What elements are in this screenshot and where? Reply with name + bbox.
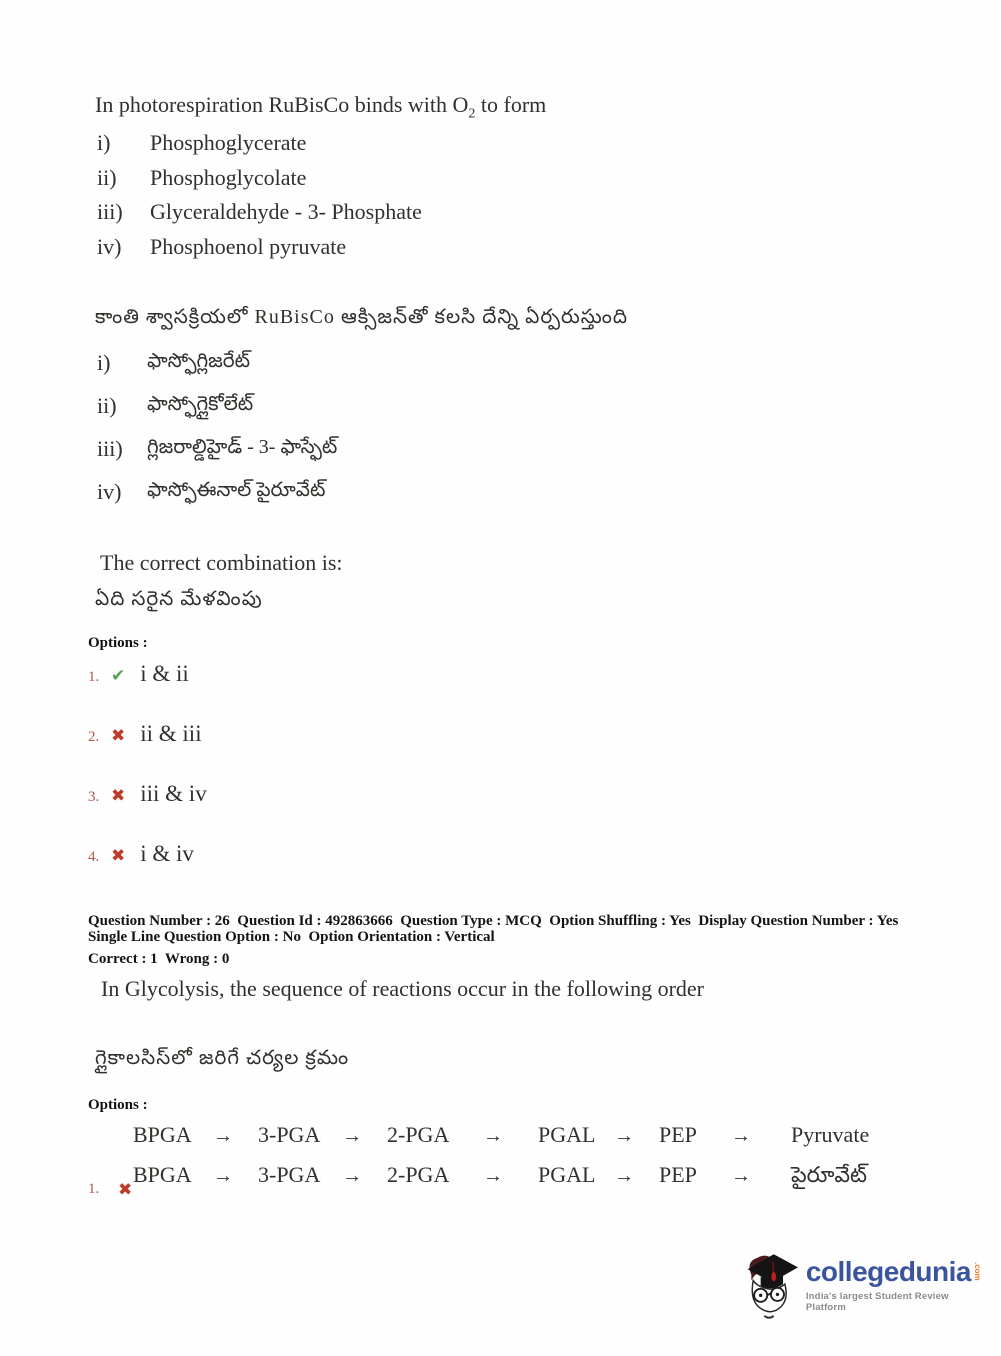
arrow-right-icon: → [483, 1125, 503, 1147]
question2-title-telugu: గ్లైకాలసిస్‌లో జరిగే చర్యల క్రమం [95, 1047, 350, 1069]
statement-text: Phosphoglycerate [150, 130, 307, 155]
arrow-right-icon: → [731, 1125, 751, 1147]
sequence-term: Pyruvate [791, 1122, 870, 1147]
question1-title-subscript: 2 [468, 106, 476, 122]
arrow-right-icon: → [731, 1165, 751, 1187]
statement-text: Glyceraldehyde - 3- Phosphate [150, 199, 422, 224]
options-label: Options : [88, 635, 148, 651]
statement-numeral: i) [97, 130, 111, 155]
question1-title-telugu: కాంతి శ్వాసక్రియలో RuBisCo ఆక్సిజన్‌తో కలసి దేన్ని ఏర్పరుస్తుంది [95, 306, 628, 328]
option-text: i & ii [140, 661, 189, 686]
statement-row [97, 436, 337, 479]
statement-numeral: iv) [97, 233, 122, 259]
wrong-cross-icon: ✖ [111, 786, 126, 805]
wrong-cross-icon: ✖ [111, 846, 126, 865]
logo-text-block [806, 1246, 982, 1326]
arrow-right-icon: → [342, 1125, 362, 1147]
sequence-term: 3-PGA [258, 1122, 321, 1147]
collegedunia-mascot-icon [742, 1246, 800, 1326]
option-text: iii & iv [140, 781, 207, 806]
question1-statements-telugu [97, 350, 337, 522]
correct-check-icon: ✔ [111, 666, 126, 685]
statement-row [97, 165, 422, 200]
statement-row [97, 130, 422, 165]
statement-numeral: iv) [97, 479, 122, 504]
question1-title-post: to form [475, 92, 547, 117]
combination-prompt-english: The correct combination is: [100, 550, 343, 575]
statement-numeral: iii) [97, 199, 123, 224]
statement-text: ఫాస్ఫోగ్లిజరేట్ [147, 350, 251, 372]
wrong-cross-icon: ✖ [111, 726, 126, 745]
sequence-term: BPGA [133, 1122, 192, 1147]
statement-row [97, 479, 337, 522]
question-metadata [88, 913, 898, 967]
option-row-4 [88, 832, 207, 866]
collegedunia-logo [742, 1246, 982, 1326]
statement-text: గ్లిజరాల్డిహైడ్ - 3- ఫాస్ఫేట్ [147, 436, 338, 458]
glycolysis-sequence-english [133, 1122, 869, 1148]
statement-text: ఫాస్ఫోఈనాల్ పైరూవేట్ [147, 479, 326, 501]
sequence-term: PGAL [538, 1122, 596, 1147]
question1-title-english [95, 92, 546, 122]
glycolysis-sequence-telugu [133, 1162, 867, 1193]
question2-option1-marker [88, 1181, 132, 1198]
sequence-term: 2-PGA [387, 1162, 450, 1187]
option-number: 1. [88, 1181, 100, 1197]
question1-options-list [88, 652, 207, 892]
statement-numeral: ii) [97, 393, 117, 418]
option-number: 3. [88, 789, 100, 805]
arrow-right-icon: → [213, 1165, 233, 1187]
option-number: 1. [88, 669, 100, 685]
option-row-2 [88, 712, 207, 746]
metadata-line-1: Question Number : 26 Question Id : 492863666 Question Type : MCQ Option Shuffling : Yes Display Question Number : Yes [88, 913, 899, 929]
arrow-right-icon: → [342, 1165, 362, 1187]
statement-text: Phosphoglycolate [150, 164, 307, 190]
combination-prompt-telugu: ఏది సరైన మేళవింపు [95, 588, 263, 610]
statement-row [97, 199, 422, 234]
statement-row [97, 350, 337, 393]
option-row-3 [88, 772, 207, 806]
logo-brand-text: collegedunia [805, 1256, 971, 1287]
question1-title-pre: In photorespiration RuBisCo binds with O [95, 92, 469, 117]
arrow-right-icon: → [213, 1125, 233, 1147]
option-text: ii & iii [140, 721, 202, 746]
statement-numeral: i) [97, 350, 111, 375]
logo-tagline: India's largest Student Review Platform [805, 1291, 949, 1313]
option-text: i & iv [140, 841, 194, 866]
option-number: 4. [88, 849, 100, 865]
statement-row [97, 393, 337, 436]
sequence-term: BPGA [133, 1162, 192, 1187]
option-number: 2. [88, 729, 100, 745]
option-row-1 [88, 652, 207, 686]
wrong-cross-icon: ✖ [118, 1180, 133, 1199]
question2-title-english: In Glycolysis, the sequence of reactions occur in the following order [101, 976, 704, 1001]
statement-text: ఫాస్ఫోగ్లైకోలేట్ [147, 393, 254, 415]
arrow-right-icon: → [614, 1165, 634, 1187]
arrow-right-icon: → [614, 1125, 634, 1147]
sequence-term: PEP [659, 1162, 697, 1187]
metadata-line-2: Single Line Question Option : No Option Orientation : Vertical [88, 929, 495, 945]
statement-numeral: iii) [97, 436, 123, 461]
statement-row [97, 234, 422, 269]
sequence-term: పైరూవేట్ [791, 1162, 868, 1187]
sequence-term: PGAL [538, 1162, 596, 1187]
sequence-term: 3-PGA [258, 1162, 321, 1187]
logo-suffix-text: .com [973, 1262, 982, 1281]
sequence-term: 2-PGA [387, 1122, 450, 1147]
metadata-line-3: Correct : 1 Wrong : 0 [88, 951, 230, 967]
statement-numeral: ii) [97, 164, 117, 190]
question1-statements-english [97, 130, 422, 268]
statement-text: Phosphoenol pyruvate [150, 233, 347, 259]
options-label: Options : [88, 1097, 148, 1113]
sequence-term: PEP [659, 1122, 697, 1147]
arrow-right-icon: → [483, 1165, 503, 1187]
